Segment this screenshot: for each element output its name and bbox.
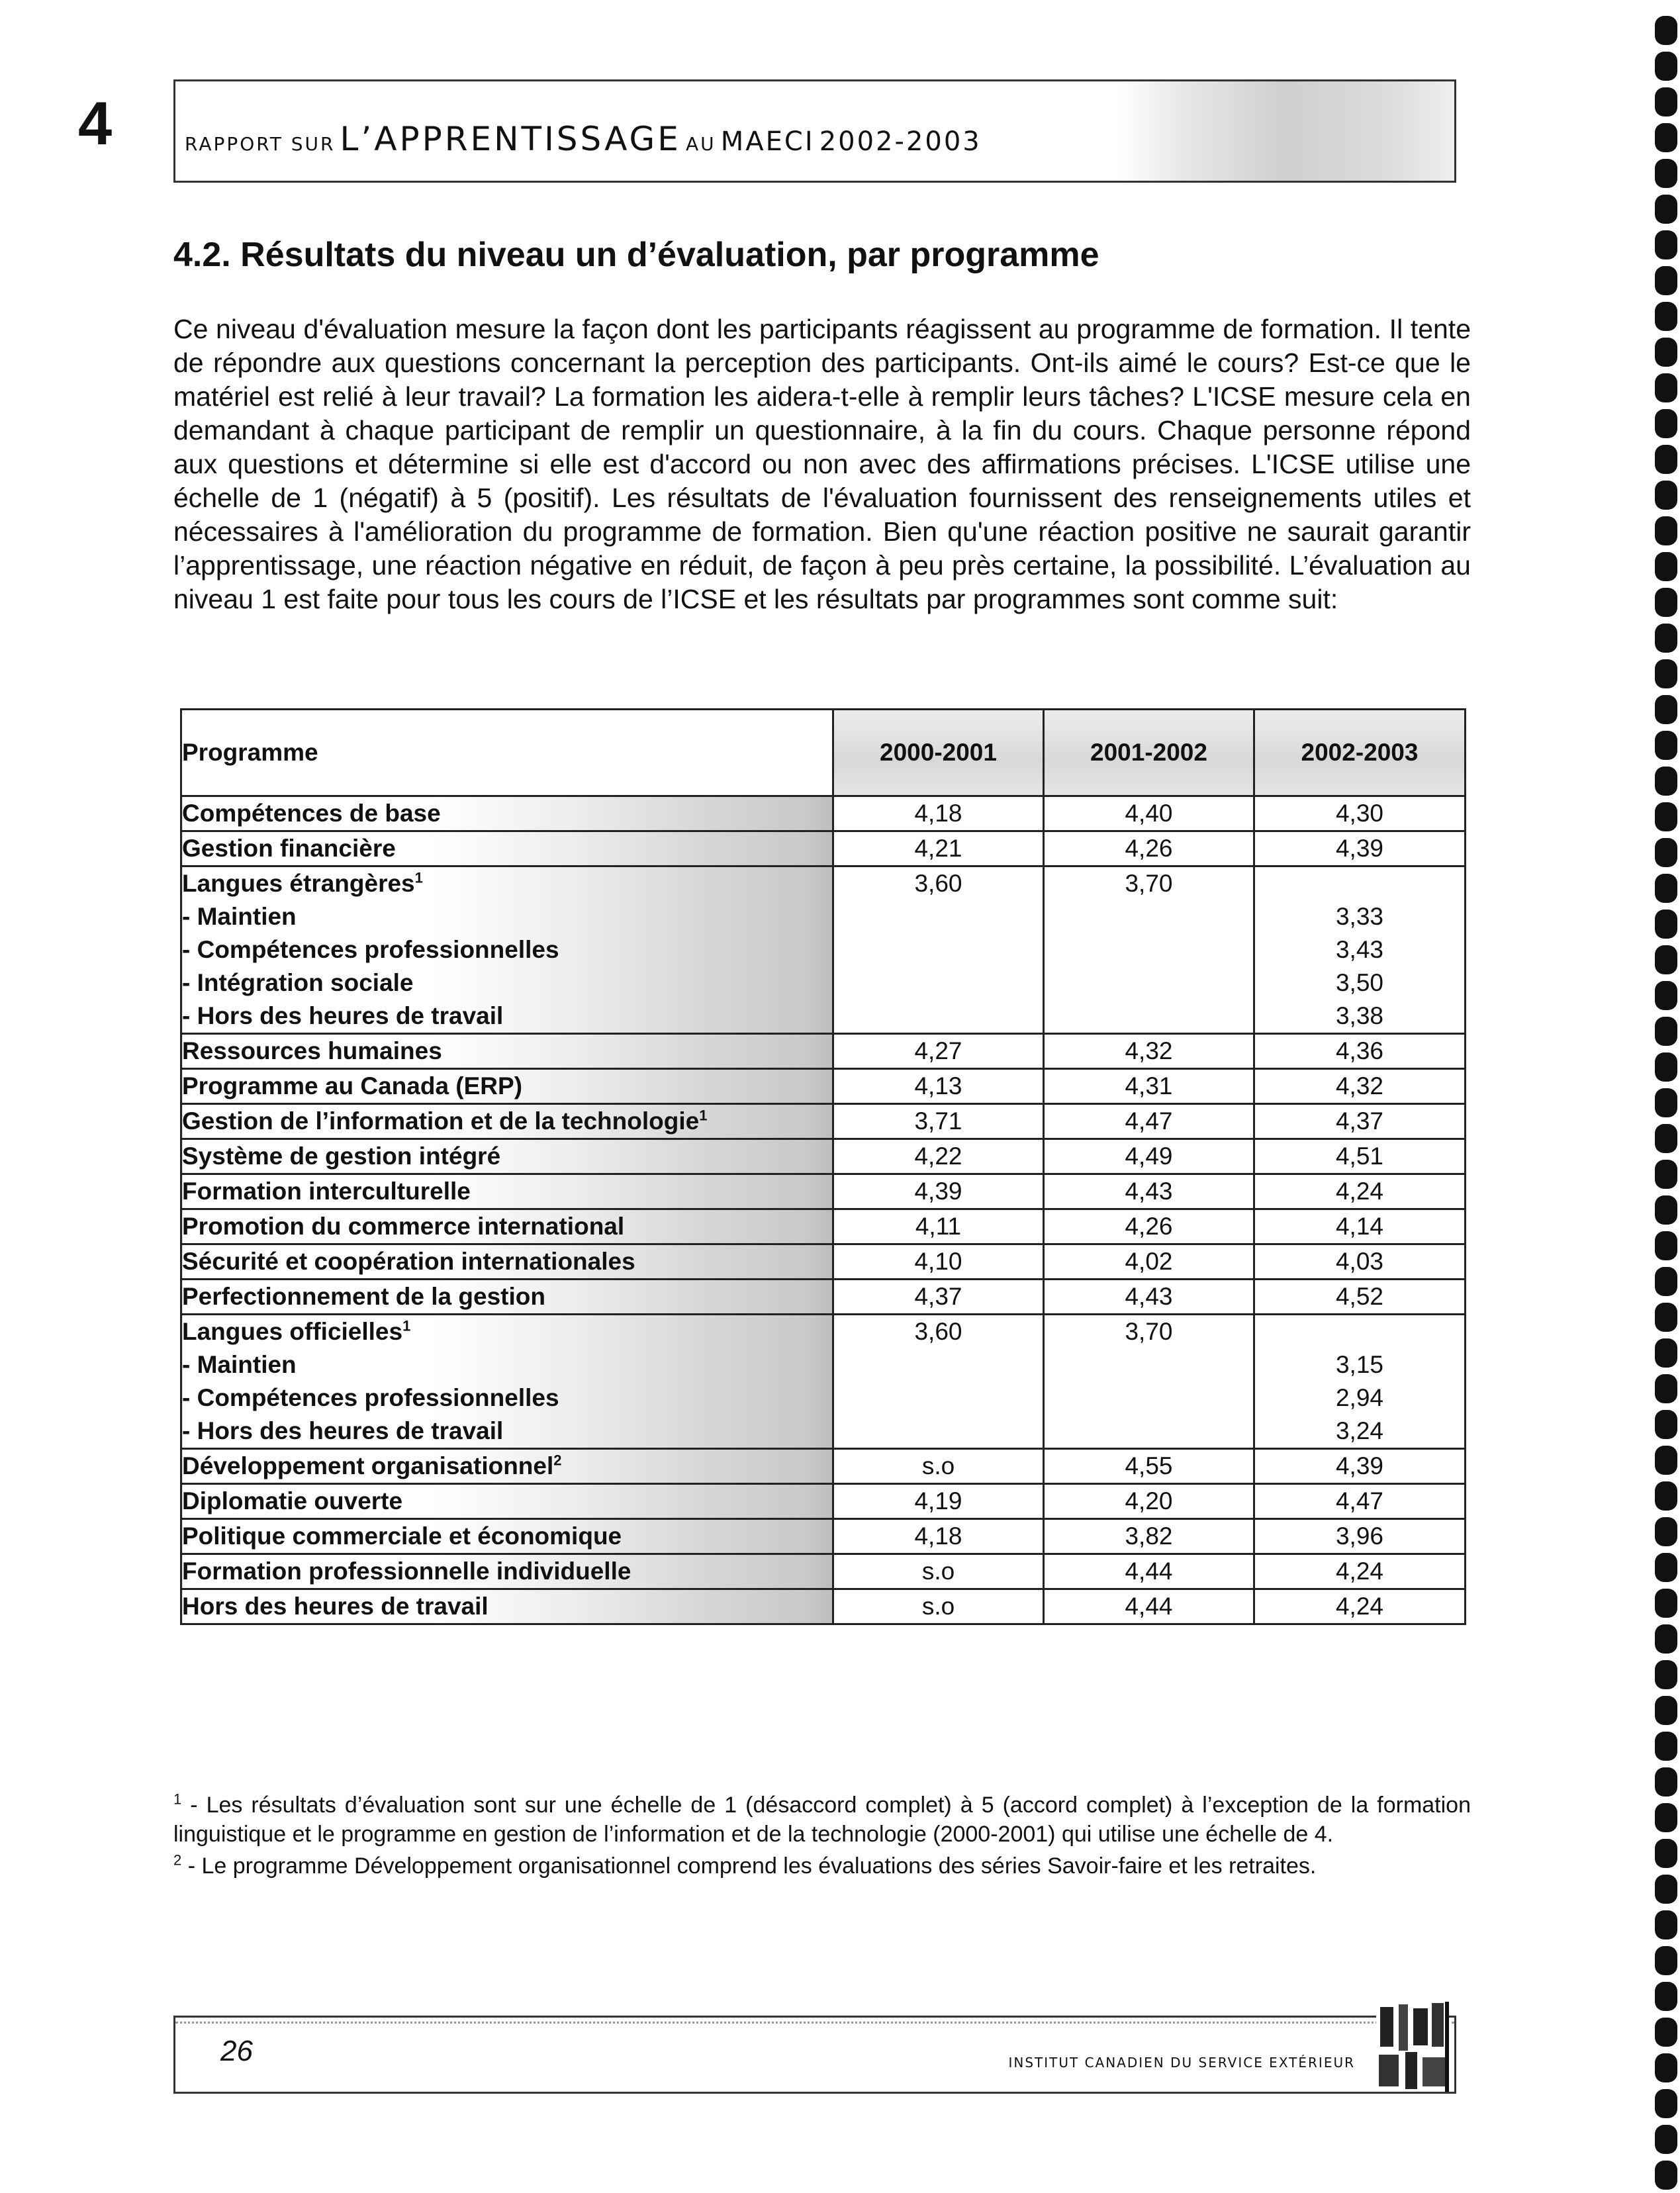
column-header-2000-2001: 2000-2001 <box>833 710 1044 796</box>
value-cell <box>1254 831 1466 866</box>
subitem-value: 3,24 <box>1335 1417 1383 1444</box>
value-cell <box>833 1209 1044 1244</box>
binding-hole <box>1655 552 1677 581</box>
binding-hole <box>1655 409 1677 438</box>
binding-hole <box>1655 87 1677 117</box>
binding-hole <box>1655 1124 1677 1153</box>
value-text: 4,43 <box>1125 1283 1173 1310</box>
value-cell <box>1254 1519 1466 1554</box>
value-text: 4,19 <box>914 1487 962 1515</box>
binding-hole <box>1655 1088 1677 1117</box>
subitem-value <box>1045 966 1253 1000</box>
programme-cell <box>181 1209 833 1244</box>
chapter-number: 4 <box>78 90 113 158</box>
value-text: 4,32 <box>1335 1072 1383 1099</box>
value-cell <box>833 1589 1044 1624</box>
programme-name: Politique commerciale et économique <box>182 1522 622 1550</box>
table-row <box>181 1174 1466 1209</box>
binding-hole <box>1655 981 1677 1010</box>
table-row <box>181 1244 1466 1280</box>
subitem-value: 3,38 <box>1335 1002 1383 1029</box>
binding-hole <box>1655 338 1677 367</box>
programme-cell <box>181 1554 833 1589</box>
subitem-value: 3,33 <box>1335 903 1383 930</box>
table-row <box>181 1519 1466 1554</box>
value-text: 4,52 <box>1335 1283 1383 1310</box>
programme-subitem: - Hors des heures de travail <box>182 1417 504 1444</box>
footnote-2-marker: 2 <box>173 1851 182 1869</box>
value-cell <box>1044 1315 1254 1449</box>
value-cell <box>1044 1104 1254 1139</box>
binding-hole <box>1655 659 1677 688</box>
value-text: 4,32 <box>1125 1037 1173 1064</box>
subitem-value: 3,15 <box>1335 1351 1383 1378</box>
value-cell <box>1254 1449 1466 1484</box>
value-text: 3,70 <box>1125 1318 1173 1345</box>
value-cell <box>1254 1209 1466 1244</box>
value-cell <box>1254 1174 1466 1209</box>
programme-name: Ressources humaines <box>182 1037 442 1064</box>
value-text: 4,44 <box>1125 1558 1173 1585</box>
subitem-value <box>1045 1415 1253 1448</box>
table-row <box>181 1589 1466 1624</box>
programme-name: Sécurité et coopération internationales <box>182 1248 635 1275</box>
subitem-value <box>1045 1348 1253 1381</box>
binding-hole <box>1655 52 1677 81</box>
value-text: 4,11 <box>915 1213 962 1240</box>
binding-hole <box>1655 1517 1677 1546</box>
programme-subitem: - Compétences professionnelles <box>182 1384 559 1411</box>
footnote-2-text: - Le programme Développement organisationnel comprend les évaluations des séries Savoir-faire et les retraites. <box>181 1853 1317 1879</box>
programme-cell <box>181 1069 833 1104</box>
value-cell <box>1254 1139 1466 1174</box>
binding-hole <box>1655 838 1677 867</box>
value-text: 4,55 <box>1125 1452 1173 1479</box>
programme-cell <box>181 1104 833 1139</box>
binding-hole <box>1655 1160 1677 1189</box>
footnote-2 <box>173 1851 1471 1881</box>
value-text: 4,40 <box>1125 800 1173 827</box>
programme-cell <box>181 866 833 1034</box>
subitem-value <box>834 966 1043 1000</box>
programme-cell <box>181 1589 833 1624</box>
programme-cell <box>181 1139 833 1174</box>
subitem-value <box>1045 900 1253 933</box>
value-cell <box>833 1174 1044 1209</box>
value-text: 3,82 <box>1125 1522 1173 1550</box>
footnote-1-text: - Les résultats d’évaluation sont sur une échelle de 1 (désaccord complet) à 5 (accord complet) à l’exception de la formation linguistique et le programme en gestion de l’information et de la technologie (2000-2001) qui utilise une échelle de 4. <box>173 1793 1471 1847</box>
value-cell <box>833 796 1044 831</box>
table-row <box>181 1139 1466 1174</box>
spiral-binding <box>1640 0 1680 2193</box>
value-text: 4,24 <box>1335 1593 1383 1620</box>
value-cell <box>1044 1449 1254 1484</box>
value-text: 4,18 <box>914 1522 962 1550</box>
table-row <box>181 866 1466 1034</box>
value-text: 4,44 <box>1125 1593 1173 1620</box>
table-row <box>181 1554 1466 1589</box>
value-cell <box>833 1554 1044 1589</box>
value-cell <box>1254 1104 1466 1139</box>
running-header <box>173 79 1456 183</box>
binding-hole <box>1655 1481 1677 1511</box>
value-cell <box>1044 1280 1254 1315</box>
programme-cell <box>181 1244 833 1280</box>
value-text: 4,24 <box>1335 1178 1383 1205</box>
subitem-value: 3,43 <box>1335 936 1383 963</box>
value-text: 3,70 <box>1125 870 1173 897</box>
institute-logo-icon <box>1376 2002 1449 2092</box>
programme-cell <box>181 1280 833 1315</box>
programme-name: Promotion du commerce international <box>182 1213 625 1240</box>
binding-hole <box>1655 874 1677 903</box>
binding-hole <box>1655 731 1677 760</box>
value-cell <box>833 1315 1044 1449</box>
value-cell <box>1254 1554 1466 1589</box>
value-cell <box>1044 1244 1254 1280</box>
programme-cell <box>181 1484 833 1519</box>
binding-hole <box>1655 1553 1677 1582</box>
column-header-2002-2003: 2002-2003 <box>1254 710 1466 796</box>
programme-name: Formation professionnelle individuelle <box>182 1558 631 1585</box>
header-title-middle: AU <box>685 133 716 155</box>
header-title-org: MAECI <box>720 126 815 157</box>
value-cell <box>1254 796 1466 831</box>
subitem-value <box>1045 1381 1253 1415</box>
binding-hole <box>1655 1052 1677 1082</box>
binding-hole <box>1655 1910 1677 1939</box>
binding-hole <box>1655 302 1677 331</box>
value-text: 4,27 <box>914 1037 962 1064</box>
subitem-value <box>834 900 1043 933</box>
programme-name: Programme au Canada (ERP) <box>182 1072 523 1099</box>
programme-cell <box>181 1315 833 1449</box>
programme-name: Formation interculturelle <box>182 1178 471 1205</box>
subitem-value <box>834 1000 1043 1033</box>
value-cell <box>833 1244 1044 1280</box>
footnote-marker: 1 <box>699 1107 708 1124</box>
footnote-marker: 2 <box>553 1452 562 1469</box>
institute-name: INSTITUT CANADIEN DU SERVICE EXTÉRIEUR <box>1008 2055 1355 2071</box>
value-text: 4,39 <box>1335 835 1383 862</box>
value-text: 4,43 <box>1125 1178 1173 1205</box>
binding-hole <box>1655 1803 1677 1832</box>
programme-subitem: - Maintien <box>182 1351 297 1378</box>
value-text: 4,22 <box>914 1143 962 1170</box>
value-text: 4,39 <box>914 1178 962 1205</box>
value-cell <box>1254 1280 1466 1315</box>
value-text: 4,21 <box>914 835 962 862</box>
subitem-value <box>834 1348 1043 1381</box>
value-cell <box>833 831 1044 866</box>
value-cell <box>833 1484 1044 1519</box>
footnote-1 <box>173 1791 1471 1849</box>
programme-name: Perfectionnement de la gestion <box>182 1283 545 1310</box>
value-cell <box>1254 1315 1466 1449</box>
value-text: 4,10 <box>914 1248 962 1275</box>
value-text: 4,37 <box>1335 1107 1383 1135</box>
value-cell <box>1044 796 1254 831</box>
programme-subitem: - Compétences professionnelles <box>182 936 559 963</box>
footnote-marker: 1 <box>402 1317 411 1334</box>
binding-hole <box>1655 266 1677 295</box>
value-cell <box>1044 831 1254 866</box>
value-cell <box>1254 1069 1466 1104</box>
value-text <box>1255 867 1464 900</box>
programme-name: Diplomatie ouverte <box>182 1487 403 1515</box>
value-cell <box>1044 1554 1254 1589</box>
value-text: 4,47 <box>1335 1487 1383 1515</box>
binding-hole <box>1655 1303 1677 1332</box>
binding-hole <box>1655 230 1677 259</box>
programme-cell <box>181 1519 833 1554</box>
binding-hole <box>1655 1017 1677 1046</box>
binding-hole <box>1655 16 1677 45</box>
programme-name: Langues étrangères <box>182 870 415 897</box>
value-text: 4,51 <box>1335 1143 1383 1170</box>
binding-hole <box>1655 2161 1677 2190</box>
value-cell <box>1044 1519 1254 1554</box>
value-text: 3,96 <box>1335 1522 1383 1550</box>
binding-hole <box>1655 2089 1677 2118</box>
value-text: 4,13 <box>914 1072 962 1099</box>
value-cell <box>1044 1069 1254 1104</box>
value-cell <box>1254 1034 1466 1069</box>
binding-hole <box>1655 1839 1677 1868</box>
value-cell <box>833 1139 1044 1174</box>
value-cell <box>833 1449 1044 1484</box>
binding-hole <box>1655 1374 1677 1403</box>
programme-cell <box>181 1174 833 1209</box>
value-cell <box>1254 1484 1466 1519</box>
table-header-row <box>181 710 1466 796</box>
subitem-value <box>834 933 1043 966</box>
header-title-years: 2002-2003 <box>819 126 982 157</box>
subitem-value <box>1045 1000 1253 1033</box>
value-text: 3,60 <box>914 1318 962 1345</box>
binding-hole <box>1655 1231 1677 1260</box>
header-title-main: L’APPRENTISSAGE <box>340 120 681 158</box>
value-cell <box>1044 1209 1254 1244</box>
binding-hole <box>1655 1624 1677 1654</box>
value-text: s.o <box>921 1558 955 1585</box>
binding-hole <box>1655 1696 1677 1725</box>
table-row <box>181 796 1466 831</box>
value-cell <box>833 1280 1044 1315</box>
intro-paragraph: Ce niveau d'évaluation mesure la façon dont les participants réagissent au programme de formation. Il tente de répondre aux questions concernant la perception des participants. Ont-ils aimé le cours? Est-ce que le matériel est relié à leur travail? La formation les aidera-t-elle à remplir leurs tâches? L'ICSE mesure cela en demandant à chaque participant de remplir un questionnaire, à la fin du cours. Chaque personne répond aux questions et détermine si elle est d'accord ou non avec des affirmations précises. L'ICSE utilise une échelle de 1 (négatif) à 5 (positif). Les résultats de l'évaluation fournissent des renseignements utiles et nécessaires à l'amélioration du programme de formation. Bien qu'une réaction positive ne saurait garantir l’apprentissage, une réaction négative en réduit, de façon à peu près certaine, la possibilité. L’évaluation au niveau 1 est faite pour tous les cours de l’ICSE et les résultats par programmes sont comme suit: <box>173 314 1471 614</box>
subitem-value <box>1045 933 1253 966</box>
value-text: 4,26 <box>1125 835 1173 862</box>
programme-name: Langues officielles <box>182 1318 403 1345</box>
value-cell <box>833 866 1044 1034</box>
programme-name: Compétences de base <box>182 800 441 827</box>
binding-hole <box>1655 767 1677 796</box>
binding-hole <box>1655 123 1677 152</box>
value-cell <box>1254 866 1466 1034</box>
binding-hole <box>1655 1589 1677 1618</box>
footnote-marker: 1 <box>414 869 423 886</box>
programme-name: Gestion de l’information et de la technologie <box>182 1107 700 1135</box>
programme-cell <box>181 1449 833 1484</box>
binding-hole <box>1655 159 1677 188</box>
programme-cell <box>181 1034 833 1069</box>
page-footer <box>173 2016 1456 2094</box>
binding-hole <box>1655 802 1677 831</box>
value-text <box>1255 1315 1464 1348</box>
programme-cell <box>181 796 833 831</box>
value-cell <box>1254 1244 1466 1280</box>
table-row <box>181 1034 1466 1069</box>
value-text: 4,47 <box>1125 1107 1173 1135</box>
programme-name: Gestion financière <box>182 835 396 862</box>
programme-name: Système de gestion intégré <box>182 1143 501 1170</box>
footnotes <box>173 1791 1471 1883</box>
column-header-programme: Programme <box>181 710 833 796</box>
header-title-prefix: RAPPORT SUR <box>185 133 336 155</box>
programme-cell <box>181 831 833 866</box>
table-row <box>181 1069 1466 1104</box>
binding-hole <box>1655 1195 1677 1225</box>
value-text: s.o <box>921 1593 955 1620</box>
binding-hole <box>1655 516 1677 545</box>
value-cell <box>833 1069 1044 1104</box>
binding-hole <box>1655 1767 1677 1796</box>
binding-hole <box>1655 1660 1677 1689</box>
table-row <box>181 1209 1466 1244</box>
value-text: 4,18 <box>914 800 962 827</box>
results-table <box>180 708 1466 1625</box>
value-cell <box>1044 866 1254 1034</box>
subitem-value <box>834 1381 1043 1415</box>
binding-hole <box>1655 1446 1677 1475</box>
value-text: s.o <box>921 1452 955 1479</box>
header-shading <box>1117 81 1454 181</box>
binding-hole <box>1655 2125 1677 2154</box>
value-text: 4,36 <box>1335 1037 1383 1064</box>
value-cell <box>833 1034 1044 1069</box>
value-cell <box>1044 1034 1254 1069</box>
value-text: 4,26 <box>1125 1213 1173 1240</box>
value-cell <box>1044 1484 1254 1519</box>
footer-divider <box>175 2022 1454 2024</box>
subitem-value <box>834 1415 1043 1448</box>
subitem-value: 2,94 <box>1335 1384 1383 1411</box>
binding-hole <box>1655 1946 1677 1975</box>
binding-hole <box>1655 624 1677 653</box>
value-text: 4,49 <box>1125 1143 1173 1170</box>
value-cell <box>1044 1139 1254 1174</box>
header-title <box>185 120 982 158</box>
binding-hole <box>1655 1982 1677 2011</box>
programme-subitem: - Maintien <box>182 903 297 930</box>
binding-hole <box>1655 1732 1677 1761</box>
value-text: 4,14 <box>1335 1213 1383 1240</box>
table-row <box>181 1280 1466 1315</box>
value-text: 4,02 <box>1125 1248 1173 1275</box>
section-title: 4.2. Résultats du niveau un d’évaluation, par programme <box>173 236 1099 274</box>
binding-hole <box>1655 2053 1677 2082</box>
binding-hole <box>1655 445 1677 474</box>
table-row <box>181 1315 1466 1449</box>
value-cell <box>1254 1589 1466 1624</box>
value-text: 4,39 <box>1335 1452 1383 1479</box>
binding-hole <box>1655 945 1677 974</box>
subitem-value: 3,50 <box>1335 969 1383 996</box>
binding-hole <box>1655 588 1677 617</box>
binding-hole <box>1655 1267 1677 1296</box>
programme-subitem: - Intégration sociale <box>182 969 414 996</box>
binding-hole <box>1655 373 1677 402</box>
table-row <box>181 831 1466 866</box>
programme-name: Hors des heures de travail <box>182 1593 489 1620</box>
value-cell <box>1044 1589 1254 1624</box>
value-text: 4,31 <box>1125 1072 1173 1099</box>
value-cell <box>1044 1174 1254 1209</box>
value-text: 3,60 <box>914 870 962 897</box>
binding-hole <box>1655 695 1677 724</box>
value-text: 3,71 <box>914 1107 962 1135</box>
column-header-2001-2002: 2001-2002 <box>1044 710 1254 796</box>
value-cell <box>833 1104 1044 1139</box>
page-number: 26 <box>220 2035 253 2067</box>
value-cell <box>833 1519 1044 1554</box>
footnote-1-marker: 1 <box>173 1791 182 1808</box>
binding-hole <box>1655 195 1677 224</box>
binding-hole <box>1655 1338 1677 1368</box>
table-row <box>181 1449 1466 1484</box>
programme-name: Développement organisationnel <box>182 1452 554 1479</box>
binding-hole <box>1655 1410 1677 1439</box>
value-text: 4,30 <box>1335 800 1383 827</box>
binding-hole <box>1655 910 1677 939</box>
binding-hole <box>1655 481 1677 510</box>
programme-subitem: - Hors des heures de travail <box>182 1002 504 1029</box>
binding-hole <box>1655 1875 1677 1904</box>
binding-hole <box>1655 2018 1677 2047</box>
value-text: 4,03 <box>1335 1248 1383 1275</box>
value-text: 4,24 <box>1335 1558 1383 1585</box>
table-row <box>181 1104 1466 1139</box>
value-text: 4,20 <box>1125 1487 1173 1515</box>
table-row <box>181 1484 1466 1519</box>
value-text: 4,37 <box>914 1283 962 1310</box>
